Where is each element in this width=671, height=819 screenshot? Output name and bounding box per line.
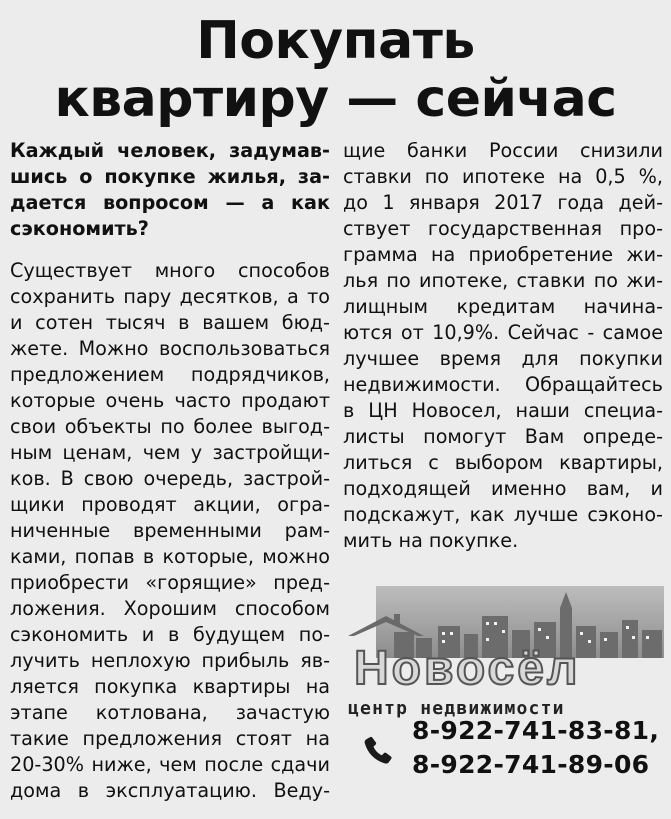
logo-name: Новосёл (354, 642, 581, 695)
lead-line: Каждый человек, задумав- (10, 139, 330, 162)
body-line: такие предложения стоят на (10, 727, 330, 750)
body-line: ками, попав в которые, можно (10, 545, 330, 568)
body-line: до 1 января 2017 года дей- (343, 191, 663, 214)
body-line: ниченные временными рам- (10, 519, 330, 542)
body-line: в ЦН Новосел, наши специа- (343, 399, 663, 422)
logo-tagline: центр недвижимости (348, 698, 565, 719)
body-line: ставки по ипотеке на 0,5 %, (343, 165, 663, 188)
body-line: листы помогут Вам опреде- (343, 425, 663, 448)
headline-line-2: квартиру — сейчас (54, 69, 617, 129)
body-line: дома в эксплуатацию. Веду- (10, 779, 330, 802)
lead-line: сэкономить? (10, 217, 149, 240)
body-line: литься с выбором квартиры, (343, 451, 663, 474)
novosel-logo (346, 586, 664, 722)
body-line: приобрести «горящие» пред- (10, 571, 330, 594)
body-line: 20-30% ниже, чем после сдачи (10, 753, 330, 776)
lead-line: дается вопросом — а как (10, 191, 330, 214)
body-line: ложения. Хорошим способом (10, 597, 330, 620)
body-line: и сотен тысяч в вашем бюд- (10, 311, 330, 334)
body-line: грамма на приобретение жи- (343, 243, 663, 266)
body-paragraph-left (10, 258, 330, 804)
body-line: лья по ипотеке, ставки по жи- (343, 269, 663, 292)
body-line: предложением подрядчиков, (10, 363, 330, 386)
body-line: мить на покупке. (343, 529, 519, 552)
left-column (10, 138, 330, 804)
body-line: ным ценам, чем у застройщи- (10, 441, 330, 464)
body-line: которые очень часто продают (10, 389, 330, 412)
body-line: лищным кредитам начина- (343, 295, 663, 318)
lead-paragraph (10, 138, 330, 242)
body-line: жете. Можно воспользоваться (10, 337, 330, 360)
body-line: свои объекты по более выгод- (10, 415, 330, 438)
body-line: лучшее время для покупки (343, 347, 663, 370)
lead-line: шись о покупке жилья, за- (10, 165, 330, 188)
house-chimney (394, 614, 400, 624)
phone-icon (360, 734, 396, 770)
body-line: сэкономить и в будущем по- (10, 623, 330, 646)
body-line: ков. В свою очередь, застрой- (10, 467, 330, 490)
body-line: щики проводят акции, огра- (10, 493, 330, 516)
body-line: ляется покупка квартиры на (10, 675, 330, 698)
body-line: подскажут, как лучше сэконо- (343, 503, 663, 526)
headline (0, 12, 671, 128)
headline-line-1: Покупать (196, 11, 475, 71)
contacts (360, 712, 660, 802)
right-column (343, 138, 663, 554)
body-line: лучить неплохую прибыль яв- (10, 649, 330, 672)
body-line: ствует государственная про- (343, 217, 663, 240)
phone-numbers (412, 714, 659, 782)
phone-number-1: 8-922-741-83-81, (412, 716, 660, 745)
phone-number-2: 8-922-741-89-06 (412, 750, 650, 779)
body-line: ются от 10,9%. Сейчас - самое (343, 321, 663, 344)
body-line: недвижимости. Обращайтесь (343, 373, 663, 396)
body-line: подходящей именно вам, и (343, 477, 663, 500)
body-line: этапе котлована, зачастую (10, 701, 330, 724)
body-line: Существует много способов (10, 259, 330, 282)
body-line: щие банки России снизили (343, 139, 663, 162)
body-line: сохранить пару десятков, а то (10, 285, 330, 308)
